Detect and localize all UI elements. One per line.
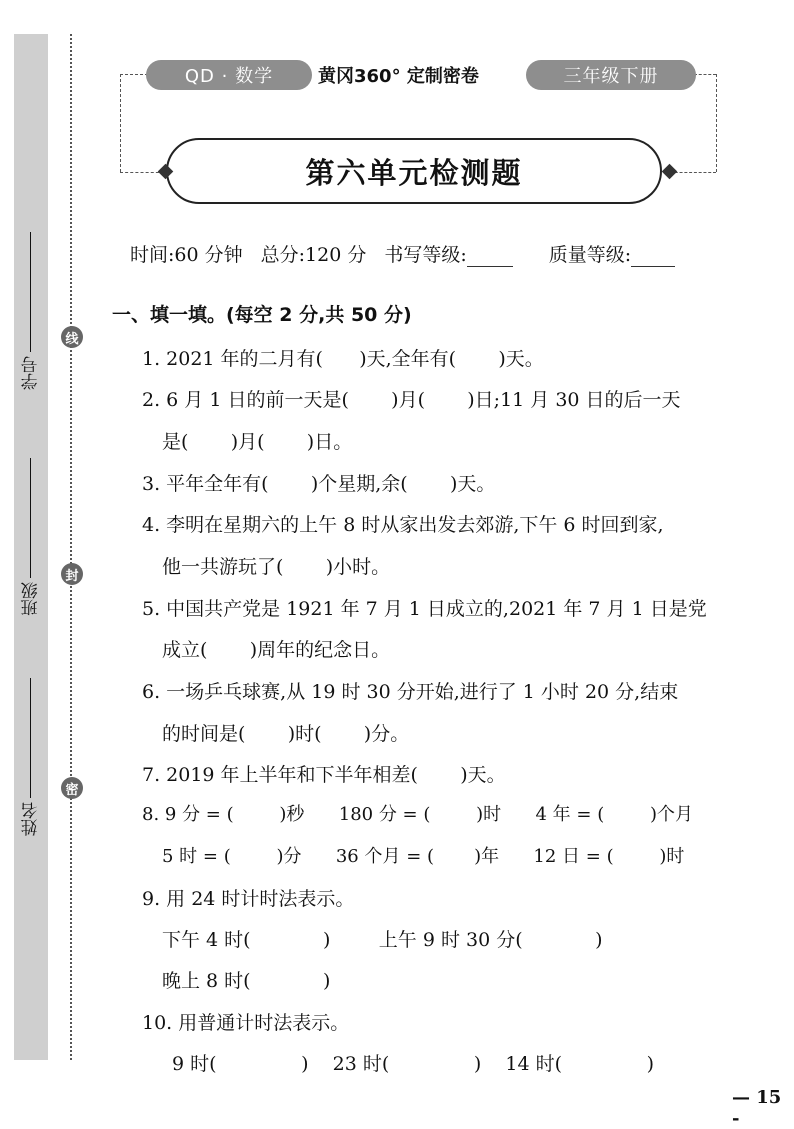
name-label: 姓名 [21, 802, 42, 836]
seal-seal-mark: 封 [61, 563, 83, 585]
grade-pill: 三年级下册 [526, 60, 696, 90]
class-field[interactable] [20, 458, 42, 616]
question-line: 晚上 8 时( ) [162, 970, 331, 992]
question-line: 10. 用普通计时法表示。 [142, 1012, 350, 1034]
question-line: 1. 2021 年的二月有( )天,全年有( )天。 [142, 348, 544, 370]
title-frame [166, 138, 662, 204]
class-label: 班级 [21, 582, 42, 616]
question-line: 6. 一场乒乓球赛,从 19 时 30 分开始,进行了 1 小时 20 分,结束 [142, 681, 679, 703]
section-heading: 一、填一填。(每空 2 分,共 50 分) [112, 304, 412, 326]
series-name: 黄冈360° 定制密卷 [318, 66, 479, 87]
writing-grade[interactable]: 书写等级: [384, 240, 530, 267]
question-line: 4. 李明在星期六的上午 8 时从家出发去郊游,下午 6 时回到家, [142, 514, 664, 536]
question-line: 是( )月( )日。 [162, 431, 353, 453]
question-line: 9. 用 24 时计时法表示。 [142, 888, 355, 910]
question-line: 5 时 = ( )分 36 个月 = ( )年 12 日 = ( )时 [162, 846, 685, 867]
seal-secret-mark: 密 [61, 777, 83, 799]
header-dash-left [120, 74, 148, 75]
question-line: 2. 6 月 1 日的前一天是( )月( )日;11 月 30 日的后一天 [142, 389, 681, 411]
exam-score: 总分:120 分 [260, 244, 367, 266]
page-number: — 15 - [732, 1087, 782, 1129]
header-dash-right-b [670, 172, 716, 173]
page-title: 第六单元检测题 [305, 155, 523, 190]
cut-line [70, 34, 72, 1060]
question-line: 8. 9 分 = ( )秒 180 分 = ( )时 4 年 = ( )个月 [142, 804, 694, 825]
question-line: 3. 平年全年有( )个星期,余( )天。 [142, 473, 496, 495]
name-line [31, 678, 32, 798]
diamond-right-icon [662, 164, 678, 180]
question-line: 他一共游玩了( )小时。 [162, 556, 391, 578]
header-dash-left-v [120, 74, 121, 172]
question-line: 的时间是( )时( )分。 [162, 723, 410, 745]
student-id-line [31, 232, 32, 352]
subject-pill: QD · 数学 [146, 60, 312, 90]
name-field[interactable] [20, 678, 42, 836]
question-line: 7. 2019 年上半年和下半年相差( )天。 [142, 764, 506, 786]
question-line: 5. 中国共产党是 1921 年 7 月 1 日成立的,2021 年 7 月 1 日是党 [142, 598, 707, 620]
question-line: 成立( )周年的纪念日。 [162, 639, 391, 661]
quality-grade[interactable]: 质量等级: [549, 240, 693, 267]
header-dash-right [694, 74, 716, 75]
seal-line-mark: 线 [61, 326, 83, 348]
student-id-label: 学号 [21, 356, 42, 390]
class-line [31, 458, 32, 578]
student-id-field[interactable] [20, 232, 42, 390]
exam-time: 时间:60 分钟 [130, 244, 243, 266]
question-line: 9 时( ) 23 时( ) 14 时( ) [172, 1053, 655, 1075]
header-dash-right-v [716, 74, 717, 172]
question-line: 下午 4 时( ) 上午 9 时 30 分( ) [162, 929, 603, 951]
exam-info [130, 240, 711, 267]
